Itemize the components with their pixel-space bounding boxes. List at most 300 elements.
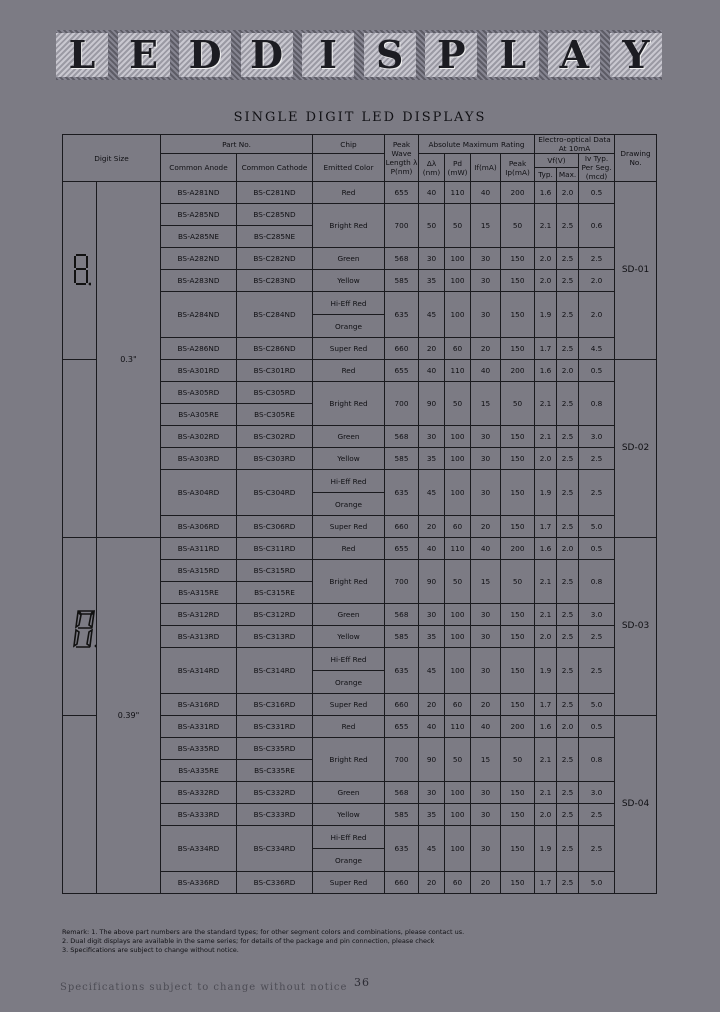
header-common-anode: Common Anode: [161, 154, 237, 182]
power-dissipation: 100: [445, 292, 471, 338]
forward-current: 30: [471, 782, 501, 804]
vf-typ: 2.1: [535, 604, 557, 626]
forward-current: 20: [471, 338, 501, 360]
part-anode: BS-A302RD: [161, 426, 237, 448]
vf-typ: 2.0: [535, 626, 557, 648]
part-cathode: BS-C332RD: [237, 782, 313, 804]
peak-wavelength: 660: [385, 516, 419, 538]
forward-current: 30: [471, 648, 501, 694]
header-iv: Iv Typ. Per Seg. (mcd): [579, 154, 615, 182]
forward-current: 30: [471, 804, 501, 826]
luminous-intensity: 0.8: [579, 738, 615, 782]
power-dissipation: 100: [445, 426, 471, 448]
emitted-color: Super Red: [313, 872, 385, 894]
footnote-line: 2. Dual digit displays are available in the same series; for details of the package and pin connection, please check: [62, 937, 435, 945]
power-dissipation: 100: [445, 826, 471, 872]
peak-current: 150: [501, 270, 535, 292]
emitted-color: Bright Red: [313, 560, 385, 604]
peak-wavelength: 635: [385, 648, 419, 694]
part-anode: BS-A313RD: [161, 626, 237, 648]
part-cathode: BS-C283ND: [237, 270, 313, 292]
peak-wavelength: 700: [385, 382, 419, 426]
part-anode: BS-A305RE: [161, 404, 237, 426]
part-anode: BS-A334RD: [161, 826, 237, 872]
luminous-intensity: 0.8: [579, 560, 615, 604]
part-anode: BS-A303RD: [161, 448, 237, 470]
delta-lambda: 50: [419, 204, 445, 248]
forward-current: 20: [471, 694, 501, 716]
power-dissipation: 50: [445, 738, 471, 782]
peak-current: 150: [501, 338, 535, 360]
power-dissipation: 100: [445, 626, 471, 648]
header-pd: Pd (mW): [445, 154, 471, 182]
header-part-no: Part No.: [161, 135, 313, 154]
vf-max: 2.5: [557, 604, 579, 626]
peak-current: 150: [501, 448, 535, 470]
delta-lambda: 20: [419, 516, 445, 538]
vf-max: 2.5: [557, 826, 579, 872]
part-anode: BS-A285NE: [161, 226, 237, 248]
power-dissipation: 50: [445, 204, 471, 248]
footer-text: Specifications subject to change without notice: [60, 982, 348, 993]
peak-wavelength: 635: [385, 470, 419, 516]
part-anode: BS-A283ND: [161, 270, 237, 292]
delta-lambda: 30: [419, 426, 445, 448]
part-cathode: BS-C286ND: [237, 338, 313, 360]
vf-max: 2.5: [557, 448, 579, 470]
forward-current: 40: [471, 538, 501, 560]
delta-lambda: 30: [419, 604, 445, 626]
luminous-intensity: 2.5: [579, 248, 615, 270]
header-emitted-color: Emitted Color: [313, 154, 385, 182]
vf-max: 2.0: [557, 716, 579, 738]
header-if: If(mA): [471, 154, 501, 182]
emitted-color-secondary: Orange: [313, 315, 385, 338]
header-peak-wave: Peak Wave Length λ P(nm): [385, 135, 419, 182]
power-dissipation: 110: [445, 538, 471, 560]
emitted-color-secondary: Orange: [313, 493, 385, 516]
header-typ: Typ.: [535, 168, 557, 182]
peak-current: 150: [501, 626, 535, 648]
luminous-intensity: 2.0: [579, 270, 615, 292]
part-anode: BS-A311RD: [161, 538, 237, 560]
part-cathode: BS-C305RE: [237, 404, 313, 426]
peak-current: 50: [501, 560, 535, 604]
header-common-cathode: Common Cathode: [237, 154, 313, 182]
forward-current: 15: [471, 738, 501, 782]
seven-segment-icon: [73, 253, 91, 287]
vf-max: 2.5: [557, 270, 579, 292]
part-anode: BS-A281ND: [161, 182, 237, 204]
luminous-intensity: 0.5: [579, 182, 615, 204]
vf-max: 2.0: [557, 360, 579, 382]
part-cathode: BS-C313RD: [237, 626, 313, 648]
peak-current: 150: [501, 292, 535, 338]
delta-lambda: 40: [419, 182, 445, 204]
luminous-intensity: 4.5: [579, 338, 615, 360]
banner-letter: D: [179, 33, 231, 77]
vf-max: 2.0: [557, 182, 579, 204]
emitted-color: Bright Red: [313, 738, 385, 782]
luminous-intensity: 3.0: [579, 604, 615, 626]
delta-lambda: 35: [419, 270, 445, 292]
delta-lambda: 40: [419, 360, 445, 382]
part-anode: BS-A316RD: [161, 694, 237, 716]
vf-max: 2.5: [557, 872, 579, 894]
vf-max: 2.5: [557, 292, 579, 338]
part-anode: BS-A335RD: [161, 738, 237, 760]
forward-current: 15: [471, 382, 501, 426]
peak-wavelength: 655: [385, 360, 419, 382]
emitted-color: Yellow: [313, 448, 385, 470]
vf-max: 2.5: [557, 560, 579, 604]
power-dissipation: 100: [445, 448, 471, 470]
peak-current: 150: [501, 516, 535, 538]
part-cathode: BS-C281ND: [237, 182, 313, 204]
peak-current: 200: [501, 182, 535, 204]
vf-max: 2.5: [557, 516, 579, 538]
part-anode: BS-A305RD: [161, 382, 237, 404]
part-anode: BS-A335RE: [161, 760, 237, 782]
digit-icon-cell: [63, 182, 97, 360]
emitted-color: Super Red: [313, 694, 385, 716]
emitted-color: Green: [313, 426, 385, 448]
delta-lambda: 20: [419, 694, 445, 716]
drawing-number: SD-01: [615, 182, 657, 360]
delta-lambda: 40: [419, 538, 445, 560]
drawing-number: SD-03: [615, 538, 657, 716]
part-cathode: BS-C284ND: [237, 292, 313, 338]
luminous-intensity: 2.0: [579, 292, 615, 338]
emitted-color: Red: [313, 360, 385, 382]
vf-typ: 2.1: [535, 738, 557, 782]
part-cathode: BS-C304RD: [237, 470, 313, 516]
peak-current: 150: [501, 248, 535, 270]
vf-typ: 2.0: [535, 448, 557, 470]
drawing-number: SD-04: [615, 716, 657, 894]
emitted-color-secondary: Orange: [313, 849, 385, 872]
emitted-color: Yellow: [313, 626, 385, 648]
peak-current: 200: [501, 716, 535, 738]
drawing-number: SD-02: [615, 360, 657, 538]
emitted-color: Super Red: [313, 516, 385, 538]
emitted-color: Green: [313, 248, 385, 270]
peak-wavelength: 660: [385, 694, 419, 716]
vf-max: 2.0: [557, 538, 579, 560]
emitted-color: Yellow: [313, 270, 385, 292]
luminous-intensity: 2.5: [579, 648, 615, 694]
part-cathode: BS-C333RD: [237, 804, 313, 826]
delta-lambda: 35: [419, 626, 445, 648]
power-dissipation: 100: [445, 270, 471, 292]
forward-current: 30: [471, 626, 501, 648]
peak-wavelength: 568: [385, 248, 419, 270]
forward-current: 30: [471, 604, 501, 626]
part-anode: BS-A285ND: [161, 204, 237, 226]
part-anode: BS-A315RD: [161, 560, 237, 582]
vf-typ: 1.7: [535, 872, 557, 894]
vf-max: 2.5: [557, 382, 579, 426]
vf-typ: 2.0: [535, 270, 557, 292]
footnote: [62, 928, 662, 955]
part-anode: BS-A284ND: [161, 292, 237, 338]
part-anode: BS-A336RD: [161, 872, 237, 894]
emitted-color: Super Red: [313, 338, 385, 360]
vf-typ: 1.9: [535, 292, 557, 338]
peak-current: 150: [501, 470, 535, 516]
delta-lambda: 45: [419, 470, 445, 516]
header-eo: Electro-optical Data At 10mA: [535, 135, 615, 154]
part-anode: BS-A304RD: [161, 470, 237, 516]
emitted-color-secondary: Orange: [313, 671, 385, 694]
vf-max: 2.5: [557, 804, 579, 826]
forward-current: 40: [471, 360, 501, 382]
header-abs-max: Absolute Maximum Rating: [419, 135, 535, 154]
emitted-color: Hi-Eff Red: [313, 470, 385, 493]
luminous-intensity: 3.0: [579, 782, 615, 804]
vf-typ: 1.7: [535, 694, 557, 716]
part-cathode: BS-C285ND: [237, 204, 313, 226]
page-footer: [60, 976, 660, 996]
digit-icon-cell: [63, 538, 97, 716]
vf-max: 2.5: [557, 626, 579, 648]
forward-current: 30: [471, 426, 501, 448]
peak-wavelength: 585: [385, 448, 419, 470]
part-cathode: BS-C334RD: [237, 826, 313, 872]
part-anode: BS-A301RD: [161, 360, 237, 382]
peak-wavelength: 585: [385, 626, 419, 648]
emitted-color: Red: [313, 716, 385, 738]
power-dissipation: 60: [445, 694, 471, 716]
forward-current: 30: [471, 448, 501, 470]
vf-max: 2.5: [557, 470, 579, 516]
vf-typ: 2.1: [535, 382, 557, 426]
part-cathode: BS-C306RD: [237, 516, 313, 538]
power-dissipation: 100: [445, 470, 471, 516]
vf-max: 2.5: [557, 426, 579, 448]
vf-typ: 1.7: [535, 338, 557, 360]
luminous-intensity: 0.5: [579, 538, 615, 560]
peak-wavelength: 568: [385, 426, 419, 448]
delta-lambda: 40: [419, 716, 445, 738]
peak-wavelength: 700: [385, 738, 419, 782]
digit-icon-cell: [63, 716, 97, 894]
power-dissipation: 100: [445, 248, 471, 270]
header-peak-if: Peak Ip(mA): [501, 154, 535, 182]
part-cathode: BS-C311RD: [237, 538, 313, 560]
part-anode: BS-A286ND: [161, 338, 237, 360]
emitted-color: Red: [313, 182, 385, 204]
peak-current: 150: [501, 426, 535, 448]
emitted-color: Red: [313, 538, 385, 560]
part-cathode: BS-C301RD: [237, 360, 313, 382]
delta-lambda: 45: [419, 648, 445, 694]
luminous-intensity: 2.5: [579, 804, 615, 826]
emitted-color: Hi-Eff Red: [313, 648, 385, 671]
digit-size-value: 0.3": [97, 182, 161, 538]
power-dissipation: 100: [445, 804, 471, 826]
peak-wavelength: 585: [385, 804, 419, 826]
header-vf: Vf(V): [535, 154, 579, 168]
peak-wavelength: 660: [385, 872, 419, 894]
luminous-intensity: 2.5: [579, 470, 615, 516]
delta-lambda: 90: [419, 560, 445, 604]
forward-current: 30: [471, 826, 501, 872]
delta-lambda: 30: [419, 782, 445, 804]
emitted-color: Bright Red: [313, 382, 385, 426]
page-subtitle: SINGLE DIGIT LED DISPLAYS: [233, 110, 487, 125]
header-chip: Chip: [313, 135, 385, 154]
luminous-intensity: 0.8: [579, 382, 615, 426]
vf-typ: 1.6: [535, 182, 557, 204]
vf-typ: 2.1: [535, 426, 557, 448]
luminous-intensity: 2.5: [579, 448, 615, 470]
peak-current: 50: [501, 738, 535, 782]
delta-lambda: 20: [419, 338, 445, 360]
banner-letter: L: [487, 33, 539, 77]
vf-typ: 2.1: [535, 204, 557, 248]
forward-current: 15: [471, 204, 501, 248]
peak-current: 150: [501, 604, 535, 626]
vf-typ: 2.1: [535, 782, 557, 804]
emitted-color: Hi-Eff Red: [313, 826, 385, 849]
vf-max: 2.5: [557, 694, 579, 716]
forward-current: 20: [471, 516, 501, 538]
banner-letter: P: [425, 33, 477, 77]
vf-max: 2.5: [557, 338, 579, 360]
seven-segment-icon: [73, 609, 97, 649]
forward-current: 30: [471, 248, 501, 270]
vf-max: 2.5: [557, 648, 579, 694]
peak-current: 200: [501, 360, 535, 382]
emitted-color: Green: [313, 604, 385, 626]
banner-letter: S: [364, 33, 416, 77]
peak-current: 50: [501, 382, 535, 426]
header-delta-lambda: Δλ (nm): [419, 154, 445, 182]
peak-current: 150: [501, 826, 535, 872]
footnote-line: Remark: 1. The above part numbers are the standard types; for other segment colors and combinations, please contact us.: [62, 928, 465, 936]
header-max: Max.: [557, 168, 579, 182]
part-cathode: BS-C285NE: [237, 226, 313, 248]
luminous-intensity: 5.0: [579, 872, 615, 894]
digit-size-value: 0.39": [97, 538, 161, 894]
power-dissipation: 100: [445, 648, 471, 694]
delta-lambda: 90: [419, 738, 445, 782]
forward-current: 30: [471, 470, 501, 516]
part-cathode: BS-C302RD: [237, 426, 313, 448]
delta-lambda: 30: [419, 248, 445, 270]
peak-wavelength: 655: [385, 538, 419, 560]
banner-letter: A: [548, 33, 600, 77]
banner-letter: D: [241, 33, 293, 77]
part-cathode: BS-C335RD: [237, 738, 313, 760]
part-anode: BS-A315RE: [161, 582, 237, 604]
delta-lambda: 35: [419, 448, 445, 470]
emitted-color: Green: [313, 782, 385, 804]
luminous-intensity: 0.6: [579, 204, 615, 248]
power-dissipation: 60: [445, 338, 471, 360]
vf-typ: 2.0: [535, 804, 557, 826]
part-cathode: BS-C282ND: [237, 248, 313, 270]
power-dissipation: 110: [445, 360, 471, 382]
peak-wavelength: 568: [385, 604, 419, 626]
part-cathode: BS-C315RE: [237, 582, 313, 604]
part-anode: BS-A312RD: [161, 604, 237, 626]
part-anode: BS-A332RD: [161, 782, 237, 804]
vf-typ: 2.0: [535, 248, 557, 270]
power-dissipation: 50: [445, 560, 471, 604]
part-cathode: BS-C331RD: [237, 716, 313, 738]
part-anode: BS-A306RD: [161, 516, 237, 538]
power-dissipation: 100: [445, 782, 471, 804]
vf-max: 2.5: [557, 204, 579, 248]
peak-current: 150: [501, 872, 535, 894]
forward-current: 40: [471, 182, 501, 204]
vf-typ: 2.1: [535, 560, 557, 604]
part-cathode: BS-C303RD: [237, 448, 313, 470]
banner-letter: I: [302, 33, 354, 77]
peak-current: 200: [501, 538, 535, 560]
delta-lambda: 90: [419, 382, 445, 426]
delta-lambda: 20: [419, 872, 445, 894]
power-dissipation: 60: [445, 872, 471, 894]
part-anode: BS-A314RD: [161, 648, 237, 694]
peak-current: 50: [501, 204, 535, 248]
peak-current: 150: [501, 782, 535, 804]
forward-current: 20: [471, 872, 501, 894]
peak-wavelength: 568: [385, 782, 419, 804]
power-dissipation: 60: [445, 516, 471, 538]
peak-wavelength: 700: [385, 204, 419, 248]
page-banner: [56, 30, 662, 80]
peak-wavelength: 635: [385, 292, 419, 338]
spec-table: [62, 134, 657, 894]
header-digit-size: Digit Size: [63, 135, 161, 182]
peak-wavelength: 660: [385, 338, 419, 360]
power-dissipation: 100: [445, 604, 471, 626]
peak-wavelength: 655: [385, 716, 419, 738]
part-cathode: BS-C336RD: [237, 872, 313, 894]
vf-max: 2.5: [557, 782, 579, 804]
footnote-line: 3. Specifications are subject to change without notice.: [62, 946, 239, 954]
forward-current: 40: [471, 716, 501, 738]
header-drawing: Drawing No.: [615, 135, 657, 182]
peak-current: 150: [501, 694, 535, 716]
luminous-intensity: 2.5: [579, 626, 615, 648]
banner-letter: L: [56, 33, 108, 77]
forward-current: 30: [471, 270, 501, 292]
vf-max: 2.5: [557, 248, 579, 270]
forward-current: 30: [471, 292, 501, 338]
part-cathode: BS-C314RD: [237, 648, 313, 694]
banner-letter: Y: [610, 33, 662, 77]
power-dissipation: 110: [445, 716, 471, 738]
power-dissipation: 110: [445, 182, 471, 204]
delta-lambda: 45: [419, 826, 445, 872]
page-number: 36: [354, 976, 370, 989]
part-cathode: BS-C335RE: [237, 760, 313, 782]
delta-lambda: 45: [419, 292, 445, 338]
luminous-intensity: 2.5: [579, 826, 615, 872]
part-cathode: BS-C312RD: [237, 604, 313, 626]
vf-typ: 1.6: [535, 360, 557, 382]
luminous-intensity: 3.0: [579, 426, 615, 448]
luminous-intensity: 0.5: [579, 716, 615, 738]
forward-current: 15: [471, 560, 501, 604]
peak-wavelength: 585: [385, 270, 419, 292]
peak-current: 150: [501, 648, 535, 694]
delta-lambda: 35: [419, 804, 445, 826]
